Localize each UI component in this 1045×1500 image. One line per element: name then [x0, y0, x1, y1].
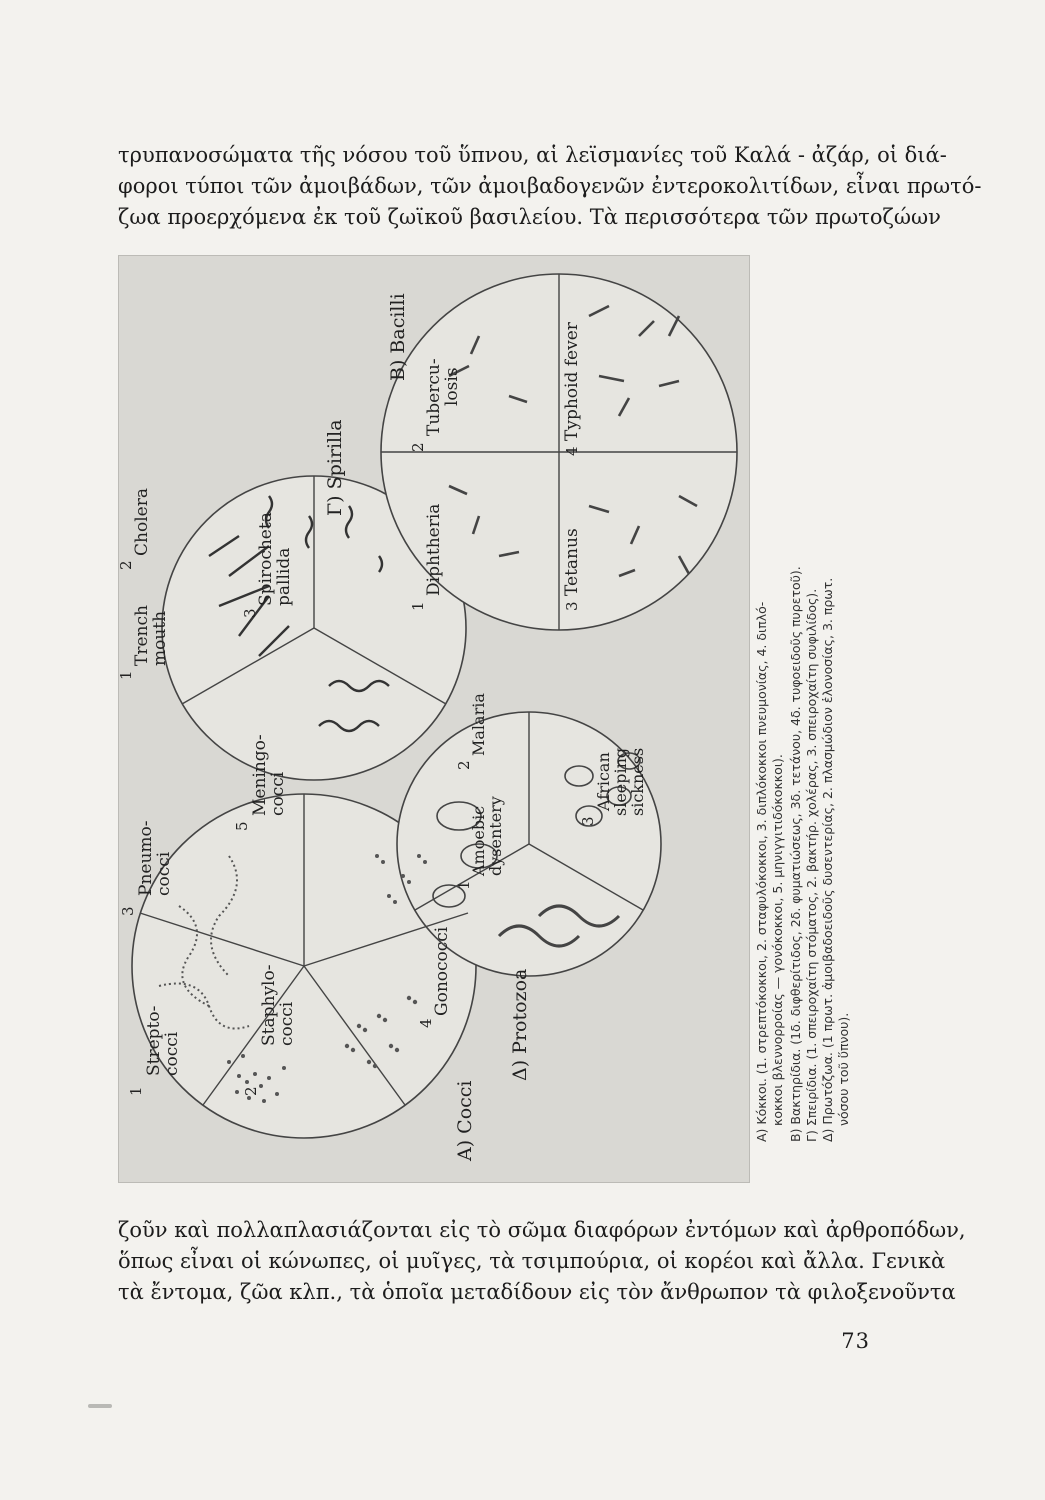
segment-label: Meningo-	[250, 734, 270, 816]
segment-label: Amoebic	[469, 805, 488, 876]
segment-label: Pneumo-	[136, 820, 156, 896]
segment-label: Strepto-	[144, 1005, 164, 1076]
segment-number: 1	[127, 1086, 145, 1096]
segment-label: pallida	[274, 547, 294, 606]
caption-line: Α) Κόκκοι. (1. στρεπτόκοκκοι, 2. σταφυλόκοκκοι, 3. διπλόκοκκοι πνευμονίας, 4. διπλό-	[754, 601, 769, 1142]
segment-label: Diphtheria	[424, 503, 444, 596]
caption-line: Γ) Σπειρίδια. (1. σπειροχαίτη στόματος, 2. βακτήρ. χολέρας, 3. σπειροχαίτη συφιλίδος).	[804, 588, 819, 1142]
text-line: ζοῦν καὶ πολλαπλασιάζονται εἰς τὸ σῶμα διαφόρων ἐντόμων καὶ ἀρθροπόδων,	[118, 1218, 966, 1242]
caption-line: κοκκοι βλεννορροίας — γονόκοκκοι, 5. μηνιγγιτιδόκοκκοι).	[770, 754, 785, 1126]
text-line: τρυπανοσώματα τῆς νόσου τοῦ ὕπνου, αἱ λεϊσμανίες τοῦ Καλά - ἀζάρ, οἱ διά-	[118, 143, 947, 167]
caption-line: Δ) Πρωτόζωα. (1 πρωτ. ἀμοιβαδοειδοῦς δυσεντερίας, 2. πλασμώδιον ἑλονοσίας, 3. πρωτ.	[820, 577, 835, 1142]
segment-label: African	[594, 752, 613, 811]
paragraph-top	[118, 140, 982, 233]
group-label-spirilla: Γ) Spirilla	[324, 419, 346, 516]
group-label-cocci: A) Cocci	[454, 1080, 476, 1161]
segment-label: Tetanus	[562, 528, 582, 596]
segment-label: cocci	[268, 771, 288, 816]
segment-label: Tubercu-	[424, 358, 444, 436]
segment-number: 5	[233, 821, 251, 831]
caption-line: Β) Βακτηρίδια. (1δ. διφθερίτιδος, 2δ. φυματιώσεως, 3δ. τετάνου, 4δ. τυφοειδοῦς πυρετοῦ).	[788, 566, 803, 1142]
microbe-illustration	[118, 255, 750, 1183]
caption-line: νόσου τοῦ ὕπνου).	[836, 1012, 851, 1126]
segment-label: losis	[442, 367, 462, 406]
segment-label: Gonococci	[432, 926, 452, 1016]
figure-caption	[752, 254, 864, 1182]
segment-number: 3	[119, 906, 137, 916]
segment-number: 2	[117, 560, 135, 570]
segment-label: Staphylo-	[259, 964, 279, 1046]
segment-number: 3	[579, 816, 597, 826]
group-label-bacilli: B) Bacilli	[387, 293, 409, 381]
caption-text	[752, 254, 864, 1182]
segment-number: 3	[563, 601, 581, 611]
segment-label: Typhoid fever	[562, 322, 582, 441]
segment-label: Malaria	[469, 693, 488, 756]
figure-drawing	[119, 256, 751, 1184]
text-line: τὰ ἔντομα, ζῶα κλπ., τὰ ὁποῖα μεταδίδουν εἰς τὸν ἄνθρωπον τὰ φιλοξενοῦντα	[118, 1280, 956, 1304]
segment-label: sickness	[628, 747, 647, 816]
segment-label: sleeping	[611, 747, 630, 816]
paragraph-bottom	[118, 1215, 966, 1308]
segment-number: 1	[409, 601, 427, 611]
text-line: φοροι τύποι τῶν ἀμοιβάδων, τῶν ἀμοιβαδογενῶν ἐντεροκολιτίδων, εἶναι πρωτό-	[118, 174, 982, 198]
scan-mark	[88, 1404, 112, 1408]
segment-number: 2	[242, 1086, 260, 1096]
segment-label: Cholera	[132, 488, 152, 556]
segment-number: 1	[455, 880, 473, 890]
segment-number: 1	[117, 670, 135, 680]
segment-label: cocci	[154, 851, 174, 896]
text-line: ζωα προερχόμενα ἐκ τοῦ ζωϊκοῦ βασιλείου. Τὰ περισσότερα τῶν πρωτοζώων	[118, 205, 941, 229]
segment-number: 4	[563, 446, 581, 456]
text-line: ὅπως εἶναι οἱ κώνωπες, οἱ μυῖγες, τὰ τσιμπούρια, οἱ κορέοι καὶ ἄλλα. Γενικὰ	[118, 1249, 946, 1273]
segment-label: Spirocheta	[256, 512, 276, 606]
segment-label: dysentery	[486, 796, 505, 876]
segment-number: 2	[409, 442, 427, 452]
segment-label: cocci	[277, 1001, 297, 1046]
segment-number: 3	[241, 608, 259, 618]
segment-label: cocci	[162, 1031, 182, 1076]
page-number: 73	[841, 1329, 870, 1353]
group-label-protozoa: Δ) Protozoa	[509, 968, 531, 1081]
segment-label: mouth	[150, 610, 170, 666]
segment-number: 4	[417, 1018, 435, 1028]
segment-number: 2	[455, 760, 473, 770]
segment-label: Trench	[132, 605, 152, 666]
